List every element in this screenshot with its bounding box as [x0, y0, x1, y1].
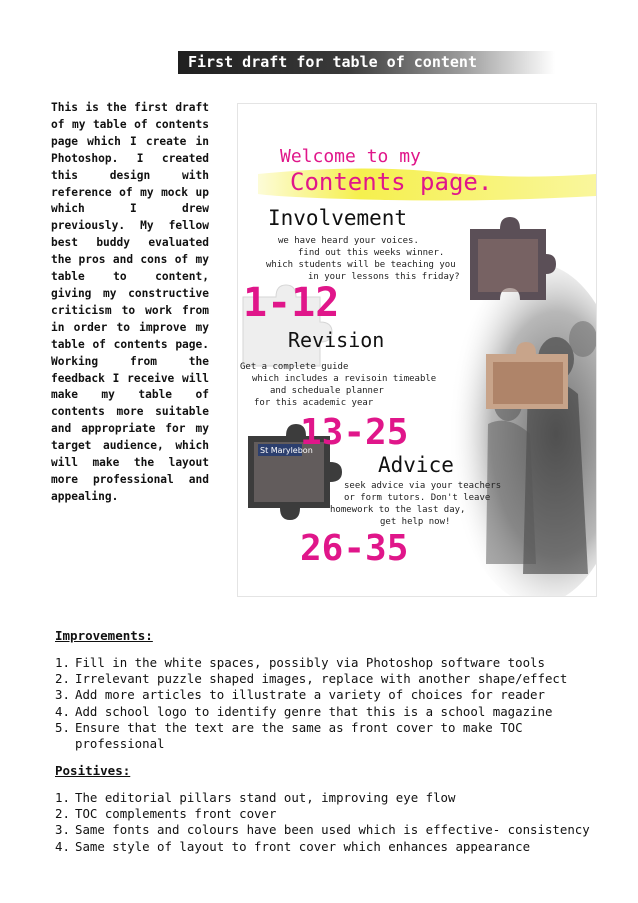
involvement-line-2: find out this weeks winner. — [298, 248, 445, 258]
involvement-heading: Involvement — [268, 206, 408, 230]
intro-paragraph: This is the first draft of my table of contents page which I create in Photoshop. I created this design with reference of my mock up which I drew previously. My fellow best buddy evaluated the pros and cons of my table to content, giving my constructive criticism to work from in order to improve my table of contents page. Working from the feedback I receive will make my table of contents more suitable and appropriate for my target audience, which will make the layout more professional and appealing. — [51, 101, 209, 503]
advice-line-2: or form tutors. Don't leave — [344, 493, 491, 503]
page-range-1: 1-12 — [243, 280, 340, 326]
crowd-photo — [448, 264, 596, 596]
street-sign-text: St Marylebon — [260, 446, 313, 455]
revision-line-1: Get a complete guide — [240, 362, 349, 372]
welcome-heading: Welcome to my — [280, 146, 421, 167]
improvements-heading: Improvements: — [55, 628, 153, 643]
list-item: 3. Same fonts and colours have been used which is effective- consistency — [55, 822, 590, 838]
revision-line-3: and scheduale planner — [270, 386, 384, 396]
list-item: 5. Ensure that the text are the same as front cover to make TOC professional — [55, 719, 523, 752]
list-item: 1. Fill in the white spaces, possibly via Photoshop software tools — [55, 655, 545, 670]
list-item: 4. Add school logo to identify genre that this is a school magazine — [55, 703, 553, 719]
advice-line-3: homework to the last day, — [330, 505, 466, 515]
revision-line-2: which includes a revisoin timeable — [252, 374, 437, 384]
list-item: 3. Add more articles to illustrate a variety of choices for reader — [55, 687, 545, 703]
contents-page-poster — [238, 104, 596, 596]
page-range-2: 13-25 — [300, 412, 409, 453]
contents-heading: Contents page. — [290, 168, 493, 196]
poster-artwork — [238, 104, 596, 596]
improvements-list — [55, 655, 615, 752]
involvement-line-3: which students will be teaching you — [266, 260, 456, 270]
page-title: First draft for table of content — [188, 53, 477, 71]
involvement-line-4: in your lessons this friday? — [308, 272, 460, 282]
revision-heading: Revision — [288, 328, 385, 352]
list-item: 1. The editorial pillars stand out, improving eye flow — [55, 790, 456, 805]
list-item: 4. Same style of layout to front cover which enhances appearance — [55, 838, 531, 854]
advice-line-1: seek advice via your teachers — [344, 481, 502, 491]
revision-line-4: for this academic year — [254, 398, 374, 408]
involvement-line-1: we have heard your voices. — [278, 236, 419, 246]
list-item: 2. TOC complements front cover — [55, 806, 277, 822]
list-item: 2. Irrelevant puzzle shaped images, replace with another shape/effect — [55, 671, 568, 687]
page-range-3: 26-35 — [300, 528, 409, 569]
title-bar — [178, 51, 555, 74]
positives-heading: Positives: — [55, 763, 131, 778]
advice-heading: Advice — [378, 453, 454, 477]
positives-list — [55, 790, 615, 855]
advice-line-4: get help now! — [380, 517, 451, 527]
